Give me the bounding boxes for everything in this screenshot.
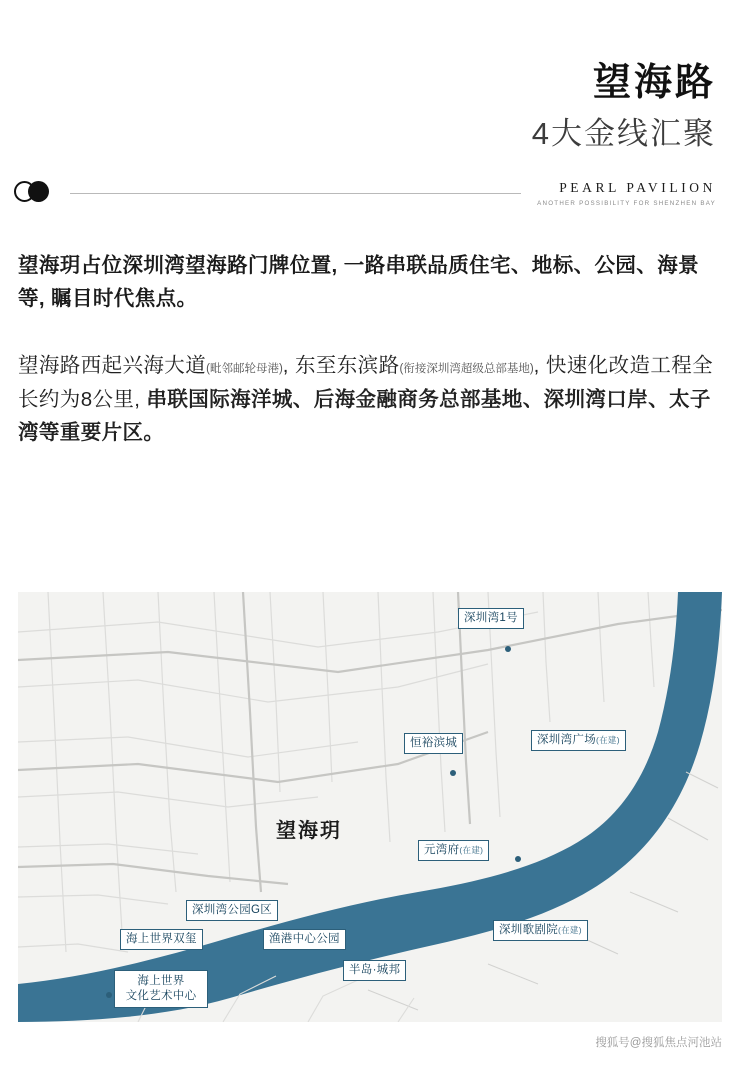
poi-shenzhenbay-no1[interactable] xyxy=(458,608,524,629)
poi-seaworld-culture-arts-center[interactable] xyxy=(114,970,208,1008)
poi-shenzhen-opera-house[interactable] xyxy=(493,920,588,941)
page-subtitle: 4大金线汇聚 xyxy=(531,115,716,151)
poi-seaworld-shuangxi[interactable] xyxy=(120,929,203,950)
poi-sublabel: (在建) xyxy=(459,845,484,855)
poi-dot-shenzhenbay-no1 xyxy=(505,646,511,652)
poi-fishing-port-park[interactable] xyxy=(263,929,346,950)
page-title: 望海路 xyxy=(592,62,716,104)
poi-dot-seaworld-culture xyxy=(106,992,112,998)
poi-dot-hengyu-bincheng xyxy=(450,770,456,776)
divider xyxy=(70,193,521,194)
project-label: 望海玥 xyxy=(276,820,342,842)
poi-label: 海上世界双玺 xyxy=(126,933,197,945)
paragraph-2-b: , 东至东滨路 xyxy=(282,354,400,378)
poi-hengyu-bincheng[interactable] xyxy=(404,733,463,754)
paragraph-2-c: , 快速化改造工程全长约为8公里, xyxy=(18,354,714,411)
paragraph-2-d: 串联国际海洋城、后海金融商务总部基地、深圳湾口岸、太子湾等重要片区。 xyxy=(18,387,711,444)
paragraph-1-part-2: 等, 瞩目时代焦点。 xyxy=(18,287,198,311)
poi-shenzhenbay-plaza[interactable] xyxy=(531,730,626,751)
logo-dot xyxy=(28,181,49,202)
map-canvas xyxy=(18,592,722,1022)
brand-text xyxy=(537,180,716,207)
poi-label: 海上世界 xyxy=(137,975,185,987)
footer-watermark xyxy=(595,1034,722,1050)
poi-label: 深圳湾公园G区 xyxy=(192,904,273,916)
poi-sublabel: (在建) xyxy=(596,735,620,745)
brand-tagline: ANOTHER POSSIBILITY FOR SHENZHEN BAY xyxy=(537,199,716,207)
paragraph-2-note-1: (毗邻邮轮母港) xyxy=(206,363,283,376)
poi-label: 元湾府 xyxy=(424,844,460,856)
poi-peninsula-city[interactable] xyxy=(343,960,406,981)
paragraph-1 xyxy=(18,249,722,315)
paragraph-1-part-1: 望海玥占位深圳湾望海路门牌位置, 一路串联品质住宅、地标、公园、海景 xyxy=(18,253,699,277)
poi-sublabel: (在建) xyxy=(558,925,582,935)
circle-duo-icon xyxy=(14,181,58,205)
poi-label: 深圳歌剧院 xyxy=(499,924,558,936)
poi-label: 深圳湾广场 xyxy=(537,734,596,746)
paragraph-2-a: 望海路西起兴海大道 xyxy=(18,354,207,378)
poi-dot-yuanwan-fu xyxy=(515,856,521,862)
poi-label: 半岛·城邦 xyxy=(349,964,401,976)
poi-sublabel-2: 文化艺术中心 xyxy=(125,989,197,1002)
brand-name: PEARL PAVILION xyxy=(559,179,716,195)
poi-label: 恒裕滨城 xyxy=(410,737,458,749)
map-figure xyxy=(18,592,722,1022)
paragraph-2-note-2: (衔接深圳湾超级总部基地) xyxy=(399,363,534,376)
poi-label: 深圳湾1号 xyxy=(464,612,518,624)
poi-yuanwan-fu[interactable] xyxy=(418,840,489,861)
footer-text-left: 搜狐号@搜狐焦点河池站 xyxy=(595,1037,722,1049)
poi-label: 渔港中心公园 xyxy=(269,933,340,945)
brand-strip xyxy=(0,180,740,207)
header xyxy=(0,0,740,154)
body-copy xyxy=(0,249,740,449)
paragraph-2 xyxy=(18,349,722,449)
poi-shenzhenbay-park-g[interactable] xyxy=(186,900,278,921)
